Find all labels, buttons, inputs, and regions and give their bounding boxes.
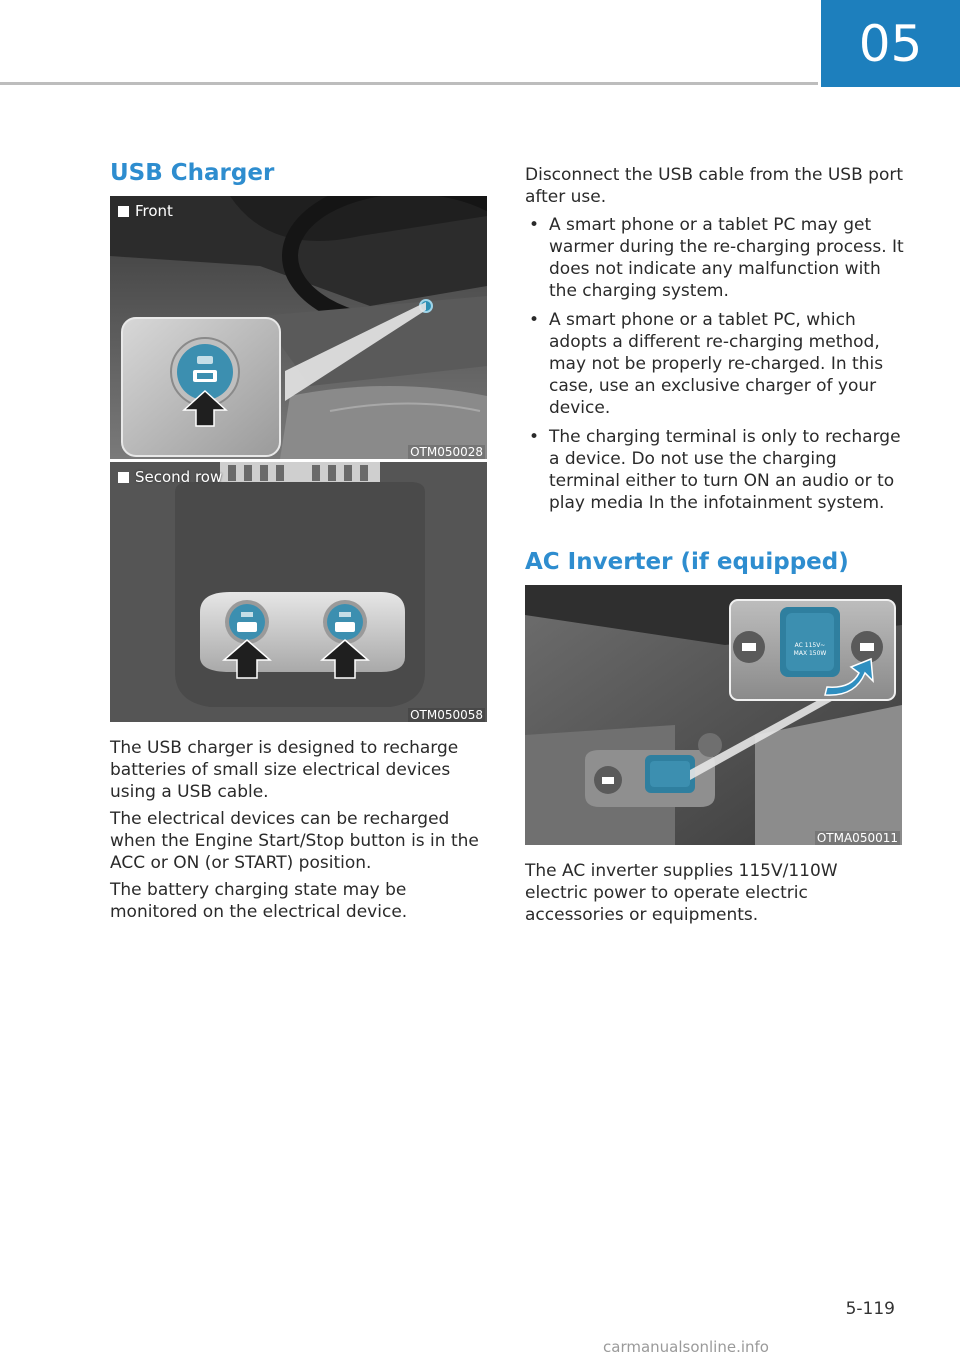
figure-second-row: [110, 462, 487, 722]
square-bullet-icon: [118, 206, 129, 217]
bullet-item: • A smart phone or a tablet PC may get warmer during the re-charging process. It does not indicate any malfunction with the charging system.: [525, 214, 907, 302]
front-console-illustration: [110, 196, 487, 459]
chapter-tab: [821, 0, 960, 87]
square-bullet-icon: [118, 472, 129, 483]
disconnect-note: Disconnect the USB cable from the USB port after use.: [525, 165, 904, 207]
usb-paragraph-1: The USB charger is designed to recharge batteries of small size electrical devices using a USB cable.: [110, 738, 459, 802]
usb-paragraph-2: The electrical devices can be recharged when the Engine Start/Stop button is in the ACC or ON (or START) position.: [110, 809, 479, 873]
figure-second-label: Second row: [135, 468, 223, 486]
page-number: 5-119: [845, 1299, 895, 1319]
figure-ac-inverter: [525, 585, 902, 845]
socket-text-line1: AC 115V~: [794, 642, 826, 649]
watermark: carmanualsonline.info: [603, 1338, 769, 1356]
figure-second-label-wrap: [118, 468, 222, 486]
chapter-number: 05: [858, 14, 923, 73]
usb-bullet-list: [525, 214, 907, 521]
figure-front-label-wrap: [118, 202, 173, 220]
figure-ac-code: OTMA050011: [816, 831, 898, 845]
header-rule: [0, 82, 818, 85]
ac-inverter-heading: AC Inverter (if equipped): [525, 549, 849, 575]
usb-charger-heading: USB Charger: [110, 160, 275, 186]
figure-second-code: OTM050058: [410, 708, 483, 722]
socket-text-line2: MAX 150W: [793, 650, 827, 657]
figure-front-code: OTM050028: [410, 445, 483, 459]
bullet-item: • A smart phone or a tablet PC, which adopts a different re-charging method, may not be properly re-charged. In this case, use an exclusive charger of your device.: [525, 309, 907, 419]
usb-paragraph-3: The battery charging state may be monitored on the electrical device.: [110, 880, 408, 922]
figure-front-label: Front: [135, 202, 173, 220]
figure-front: [110, 196, 487, 459]
second-row-console-illustration: [110, 462, 487, 722]
ac-paragraph: The AC inverter supplies 115V/110W electric power to operate electric accessories or equipments.: [525, 861, 838, 925]
bullet-item: • The charging terminal is only to recharge a device. Do not use the charging terminal either to turn ON an audio or to play media In the infotainment system.: [525, 426, 907, 514]
ac-inverter-illustration: [525, 585, 902, 845]
